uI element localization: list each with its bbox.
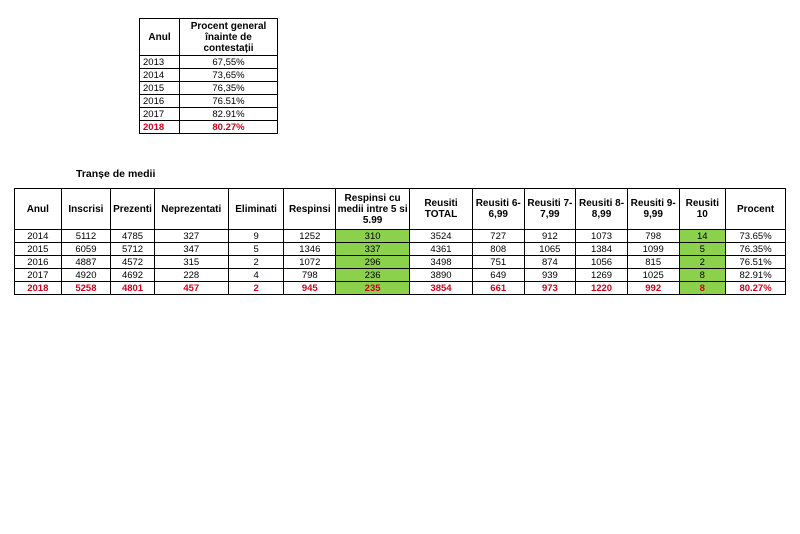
header-passed-total: Reusiti TOTAL — [410, 189, 473, 230]
summary-row — [140, 56, 278, 69]
summary-percent-cell: 73,65% — [180, 69, 278, 82]
header-enrolled: Inscrisi — [61, 189, 111, 230]
summary-percent-cell: 67,55% — [180, 56, 278, 69]
summary-header-row — [140, 19, 278, 56]
cell-percent: 73.65% — [726, 230, 786, 243]
cell-passed-9: 798 — [627, 230, 679, 243]
cell-eliminated: 5 — [228, 243, 284, 256]
cell-passed-9: 992 — [627, 282, 679, 295]
header-percent: Procent — [726, 189, 786, 230]
cell-absent: 347 — [154, 243, 228, 256]
header-passed-6: Reusiti 6-6,99 — [472, 189, 524, 230]
cell-absent: 457 — [154, 282, 228, 295]
summary-percent-cell: 76.51% — [180, 95, 278, 108]
table-row — [15, 256, 786, 269]
cell-enrolled: 5112 — [61, 230, 111, 243]
cell-passed-total: 3498 — [410, 256, 473, 269]
header-present: Prezenti — [111, 189, 155, 230]
cell-passed-8: 1073 — [576, 230, 628, 243]
cell-eliminated: 9 — [228, 230, 284, 243]
cell-passed-total: 4361 — [410, 243, 473, 256]
cell-year: 2018 — [15, 282, 62, 295]
cell-failed: 1072 — [284, 256, 336, 269]
cell-passed-9: 815 — [627, 256, 679, 269]
cell-passed-10: 2 — [679, 256, 726, 269]
cell-enrolled: 5258 — [61, 282, 111, 295]
cell-passed-7: 1065 — [524, 243, 576, 256]
cell-present: 4785 — [111, 230, 155, 243]
summary-row — [140, 69, 278, 82]
cell-year: 2016 — [15, 256, 62, 269]
cell-passed-8: 1056 — [576, 256, 628, 269]
section-title: Tranșe de medii — [76, 168, 156, 180]
cell-eliminated: 2 — [228, 256, 284, 269]
cell-passed-9: 1099 — [627, 243, 679, 256]
summary-percent-cell: 76,35% — [180, 82, 278, 95]
cell-failed-5-5.99: 310 — [336, 230, 410, 243]
cell-passed-total: 3524 — [410, 230, 473, 243]
summary-year-cell: 2016 — [140, 95, 180, 108]
cell-passed-7: 939 — [524, 269, 576, 282]
cell-passed-6: 649 — [472, 269, 524, 282]
cell-present: 4572 — [111, 256, 155, 269]
cell-failed-5-5.99: 236 — [336, 269, 410, 282]
cell-passed-6: 727 — [472, 230, 524, 243]
cell-percent: 76.51% — [726, 256, 786, 269]
cell-passed-6: 661 — [472, 282, 524, 295]
summary-year-cell: 2018 — [140, 121, 180, 134]
summary-percent-cell: 80.27% — [180, 121, 278, 134]
cell-failed-5-5.99: 337 — [336, 243, 410, 256]
cell-present: 4692 — [111, 269, 155, 282]
summary-row — [140, 108, 278, 121]
header-passed-9: Reusiti 9-9,99 — [627, 189, 679, 230]
cell-failed: 945 — [284, 282, 336, 295]
cell-passed-10: 5 — [679, 243, 726, 256]
table-row — [15, 269, 786, 282]
header-passed-8: Reusiti 8-8,99 — [576, 189, 628, 230]
cell-passed-9: 1025 — [627, 269, 679, 282]
header-passed-10: Reusiti 10 — [679, 189, 726, 230]
cell-absent: 327 — [154, 230, 228, 243]
summary-percent-cell: 82.91% — [180, 108, 278, 121]
cell-passed-7: 874 — [524, 256, 576, 269]
header-year: Anul — [15, 189, 62, 230]
cell-passed-total: 3890 — [410, 269, 473, 282]
grade-bands-table — [14, 188, 786, 295]
header-passed-7: Reusiti 7-7,99 — [524, 189, 576, 230]
cell-passed-7: 973 — [524, 282, 576, 295]
cell-present: 4801 — [111, 282, 155, 295]
cell-passed-6: 751 — [472, 256, 524, 269]
cell-percent: 76.35% — [726, 243, 786, 256]
cell-failed: 1346 — [284, 243, 336, 256]
summary-year-cell: 2014 — [140, 69, 180, 82]
cell-eliminated: 4 — [228, 269, 284, 282]
cell-failed: 1252 — [284, 230, 336, 243]
cell-failed-5-5.99: 235 — [336, 282, 410, 295]
summary-row — [140, 82, 278, 95]
header-absent: Neprezentati — [154, 189, 228, 230]
summary-row — [140, 121, 278, 134]
cell-failed: 798 — [284, 269, 336, 282]
header-eliminated: Eliminati — [228, 189, 284, 230]
cell-passed-8: 1269 — [576, 269, 628, 282]
cell-enrolled: 6059 — [61, 243, 111, 256]
cell-enrolled: 4887 — [61, 256, 111, 269]
table-row — [15, 282, 786, 295]
cell-absent: 228 — [154, 269, 228, 282]
cell-present: 5712 — [111, 243, 155, 256]
cell-passed-10: 8 — [679, 269, 726, 282]
summary-year-cell: 2013 — [140, 56, 180, 69]
summary-year-cell: 2017 — [140, 108, 180, 121]
summary-header-percent: Procent general înainte de contestații — [180, 19, 278, 56]
cell-passed-6: 808 — [472, 243, 524, 256]
table-row — [15, 230, 786, 243]
cell-year: 2014 — [15, 230, 62, 243]
header-failed-5-5.99: Respinsi cu medii intre 5 si 5.99 — [336, 189, 410, 230]
cell-passed-10: 14 — [679, 230, 726, 243]
cell-absent: 315 — [154, 256, 228, 269]
cell-passed-8: 1384 — [576, 243, 628, 256]
cell-failed-5-5.99: 296 — [336, 256, 410, 269]
cell-percent: 80.27% — [726, 282, 786, 295]
cell-passed-7: 912 — [524, 230, 576, 243]
cell-passed-8: 1220 — [576, 282, 628, 295]
cell-eliminated: 2 — [228, 282, 284, 295]
table-row — [15, 243, 786, 256]
cell-enrolled: 4920 — [61, 269, 111, 282]
summary-header-year: Anul — [140, 19, 180, 56]
detail-header-row — [15, 189, 786, 230]
cell-percent: 82.91% — [726, 269, 786, 282]
header-failed: Respinsi — [284, 189, 336, 230]
cell-passed-total: 3854 — [410, 282, 473, 295]
cell-year: 2015 — [15, 243, 62, 256]
cell-year: 2017 — [15, 269, 62, 282]
cell-passed-10: 8 — [679, 282, 726, 295]
summary-percent-table — [139, 18, 278, 134]
summary-year-cell: 2015 — [140, 82, 180, 95]
summary-row — [140, 95, 278, 108]
